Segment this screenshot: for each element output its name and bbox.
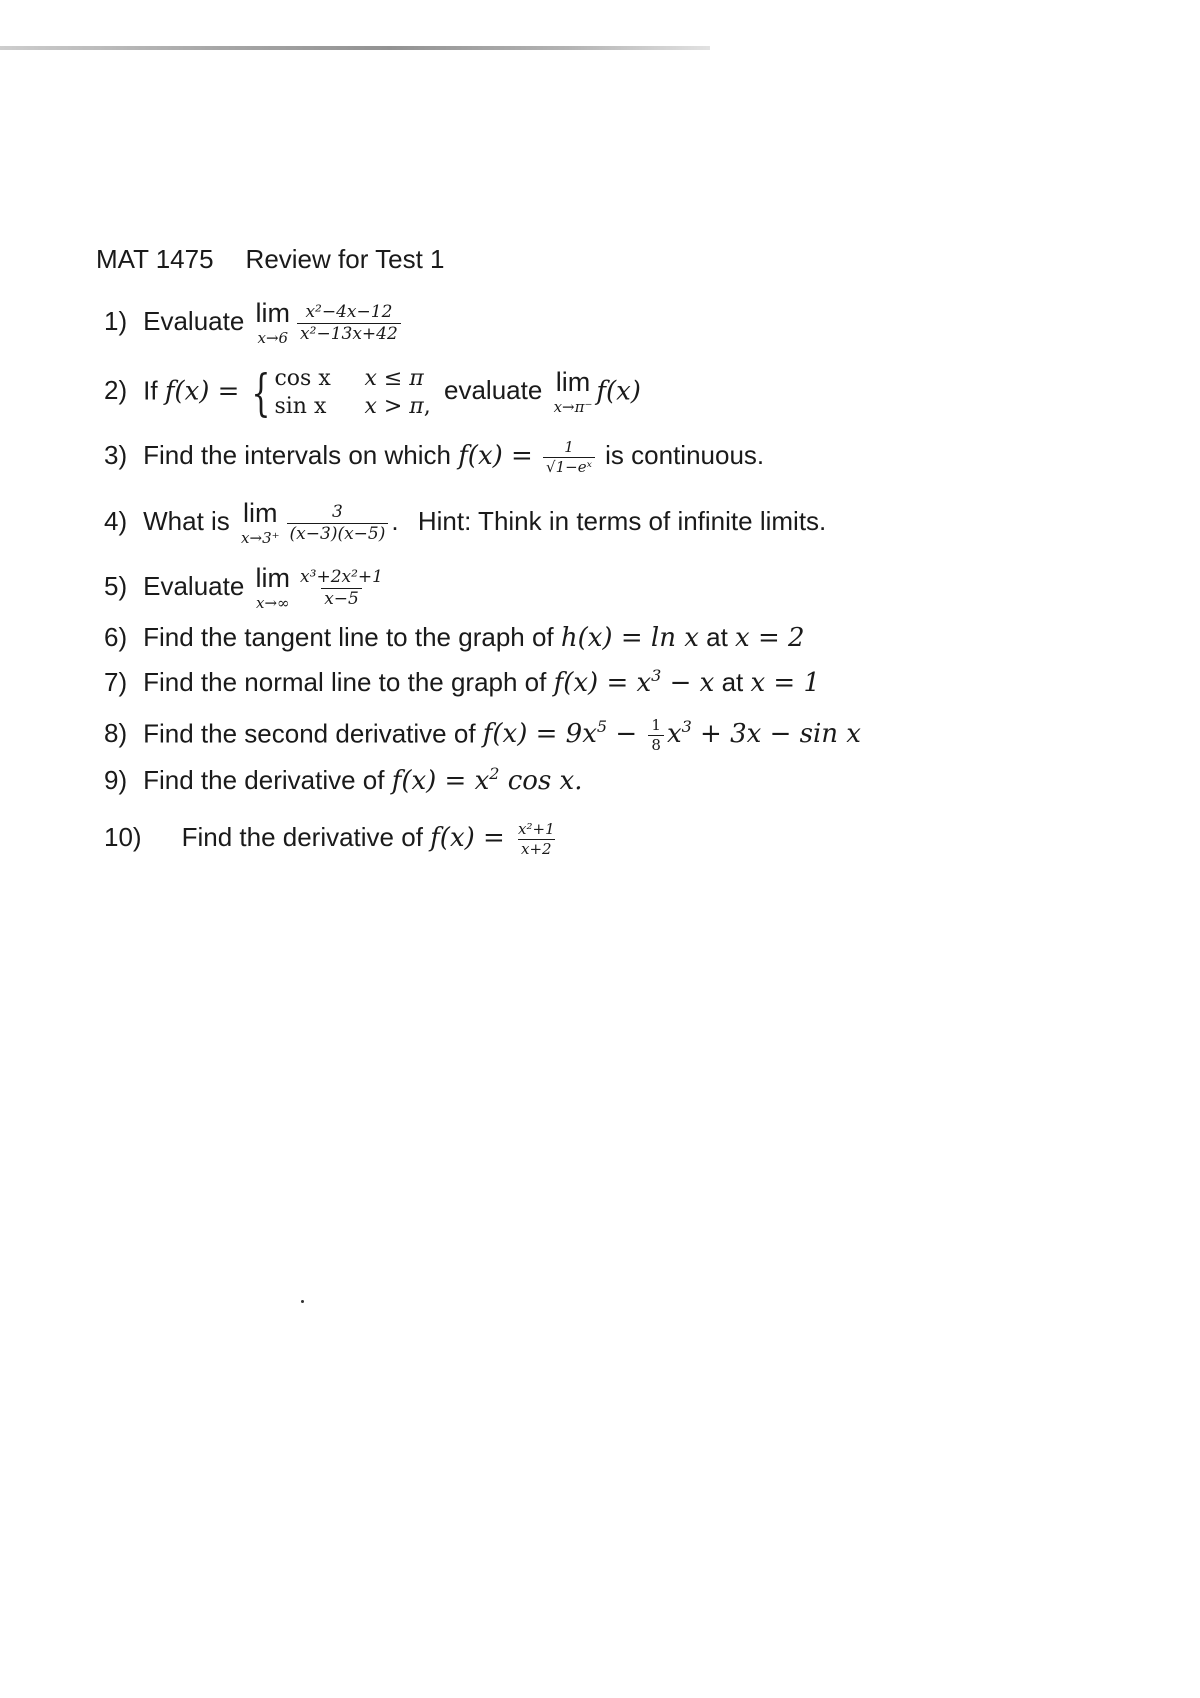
problem-number: 8) [104, 718, 128, 749]
problem-number: 5) [104, 571, 128, 602]
fraction [297, 302, 401, 346]
problem-10 [104, 820, 561, 859]
limit: lim x→∞ [255, 563, 291, 612]
problem-number: 9) [104, 765, 128, 795]
scan-artifact-line [0, 46, 710, 50]
fraction [543, 438, 595, 477]
limit: lim x→3⁺ [241, 498, 280, 547]
fraction: $\frac{1}{8}$ [648, 716, 664, 755]
problem-text: Find the intervals on which [143, 440, 451, 471]
problem-text: Evaluate [143, 571, 245, 602]
problem-text: Find the second derivative of [143, 718, 476, 749]
left-brace: { [251, 363, 271, 422]
function-expression: f(x) = [430, 823, 505, 854]
problem-text: Find the derivative of [181, 822, 423, 853]
problem-text: Evaluate [143, 306, 245, 337]
numerator: 3 [332, 501, 343, 522]
problem-number: 10) [104, 822, 142, 853]
problem-7: 7) Find the normal line to the graph of $f(x) = x^3 - x$ at x = 1 [104, 666, 821, 698]
problem-number: 2) [104, 375, 128, 406]
problem-text: Find the normal line to the graph of [143, 667, 547, 697]
denominator: x−5 [321, 588, 362, 610]
problem-text: If [143, 375, 158, 406]
limit-target: f(x) [596, 376, 641, 407]
problem-number: 4) [104, 506, 128, 537]
denominator: √1−eˣ [543, 457, 595, 477]
problem-text-tail: is continuous. [605, 440, 765, 471]
problem-9 [104, 766, 582, 794]
problem-text: evaluate [444, 375, 543, 406]
fraction [287, 502, 389, 546]
numerator: x²+1 [518, 820, 555, 838]
limit: lim x→6 [255, 298, 291, 347]
page-title [96, 244, 444, 275]
document-title: Review for Test 1 [245, 244, 445, 274]
hint-text: Hint: Think in terms of infinite limits. [417, 506, 827, 537]
problem-5 [104, 565, 389, 612]
problem-number: 6) [104, 622, 128, 652]
denominator: x+2 [518, 839, 555, 859]
problem-2 [104, 365, 641, 420]
scan-speck [301, 1300, 304, 1303]
problem-number: 1) [104, 306, 128, 337]
point-expression: x = 2 [735, 623, 805, 653]
course-code: MAT 1475 [96, 244, 214, 274]
function-expression: f(x) = [458, 441, 533, 472]
problem-8 [104, 716, 861, 755]
problem-1 [104, 300, 404, 347]
denominator: (x−3)(x−5) [287, 523, 389, 545]
problem-text: What is [143, 506, 230, 537]
numerator: 1 [564, 438, 574, 456]
function-expression: $f(x) = x^3 - x$ [553, 666, 715, 698]
problem-number: 3) [104, 440, 128, 471]
piecewise-cases: cos x x ≤ π sin x x > π, [274, 366, 431, 419]
problem-3 [104, 438, 764, 477]
fraction [515, 820, 558, 859]
numerator: x²−4x−12 [305, 301, 393, 322]
function-expression: h(x) = ln x [560, 623, 699, 653]
function-expression: f(x) = [164, 376, 240, 407]
problem-text: Find the tangent line to the graph of [143, 622, 554, 652]
limit: lim x→π⁻ [553, 367, 593, 417]
problem-4: 4) What is lim x→3⁺ $\frac{3}{(x-3)(x-5)}$ . Hint: Think in terms of infinite limits. [104, 498, 827, 547]
fraction [297, 567, 386, 611]
problem-number: 7) [104, 667, 128, 697]
denominator: x²−13x+42 [297, 323, 401, 345]
point-expression: x = 1 [750, 668, 821, 698]
function-expression: $f(x) = x^2$ cos x. [391, 764, 583, 796]
function-expression: $f(x) = 9x^5$ − $\frac{1}{8}$ $x^3 + 3x - \sin x$ [482, 716, 861, 754]
problem-text: Find the derivative of [143, 765, 385, 795]
problem-6: 6) Find the tangent line to the graph of h(x) = ln x at x = 2 [104, 622, 805, 653]
numerator: x³+2x²+1 [300, 566, 383, 587]
